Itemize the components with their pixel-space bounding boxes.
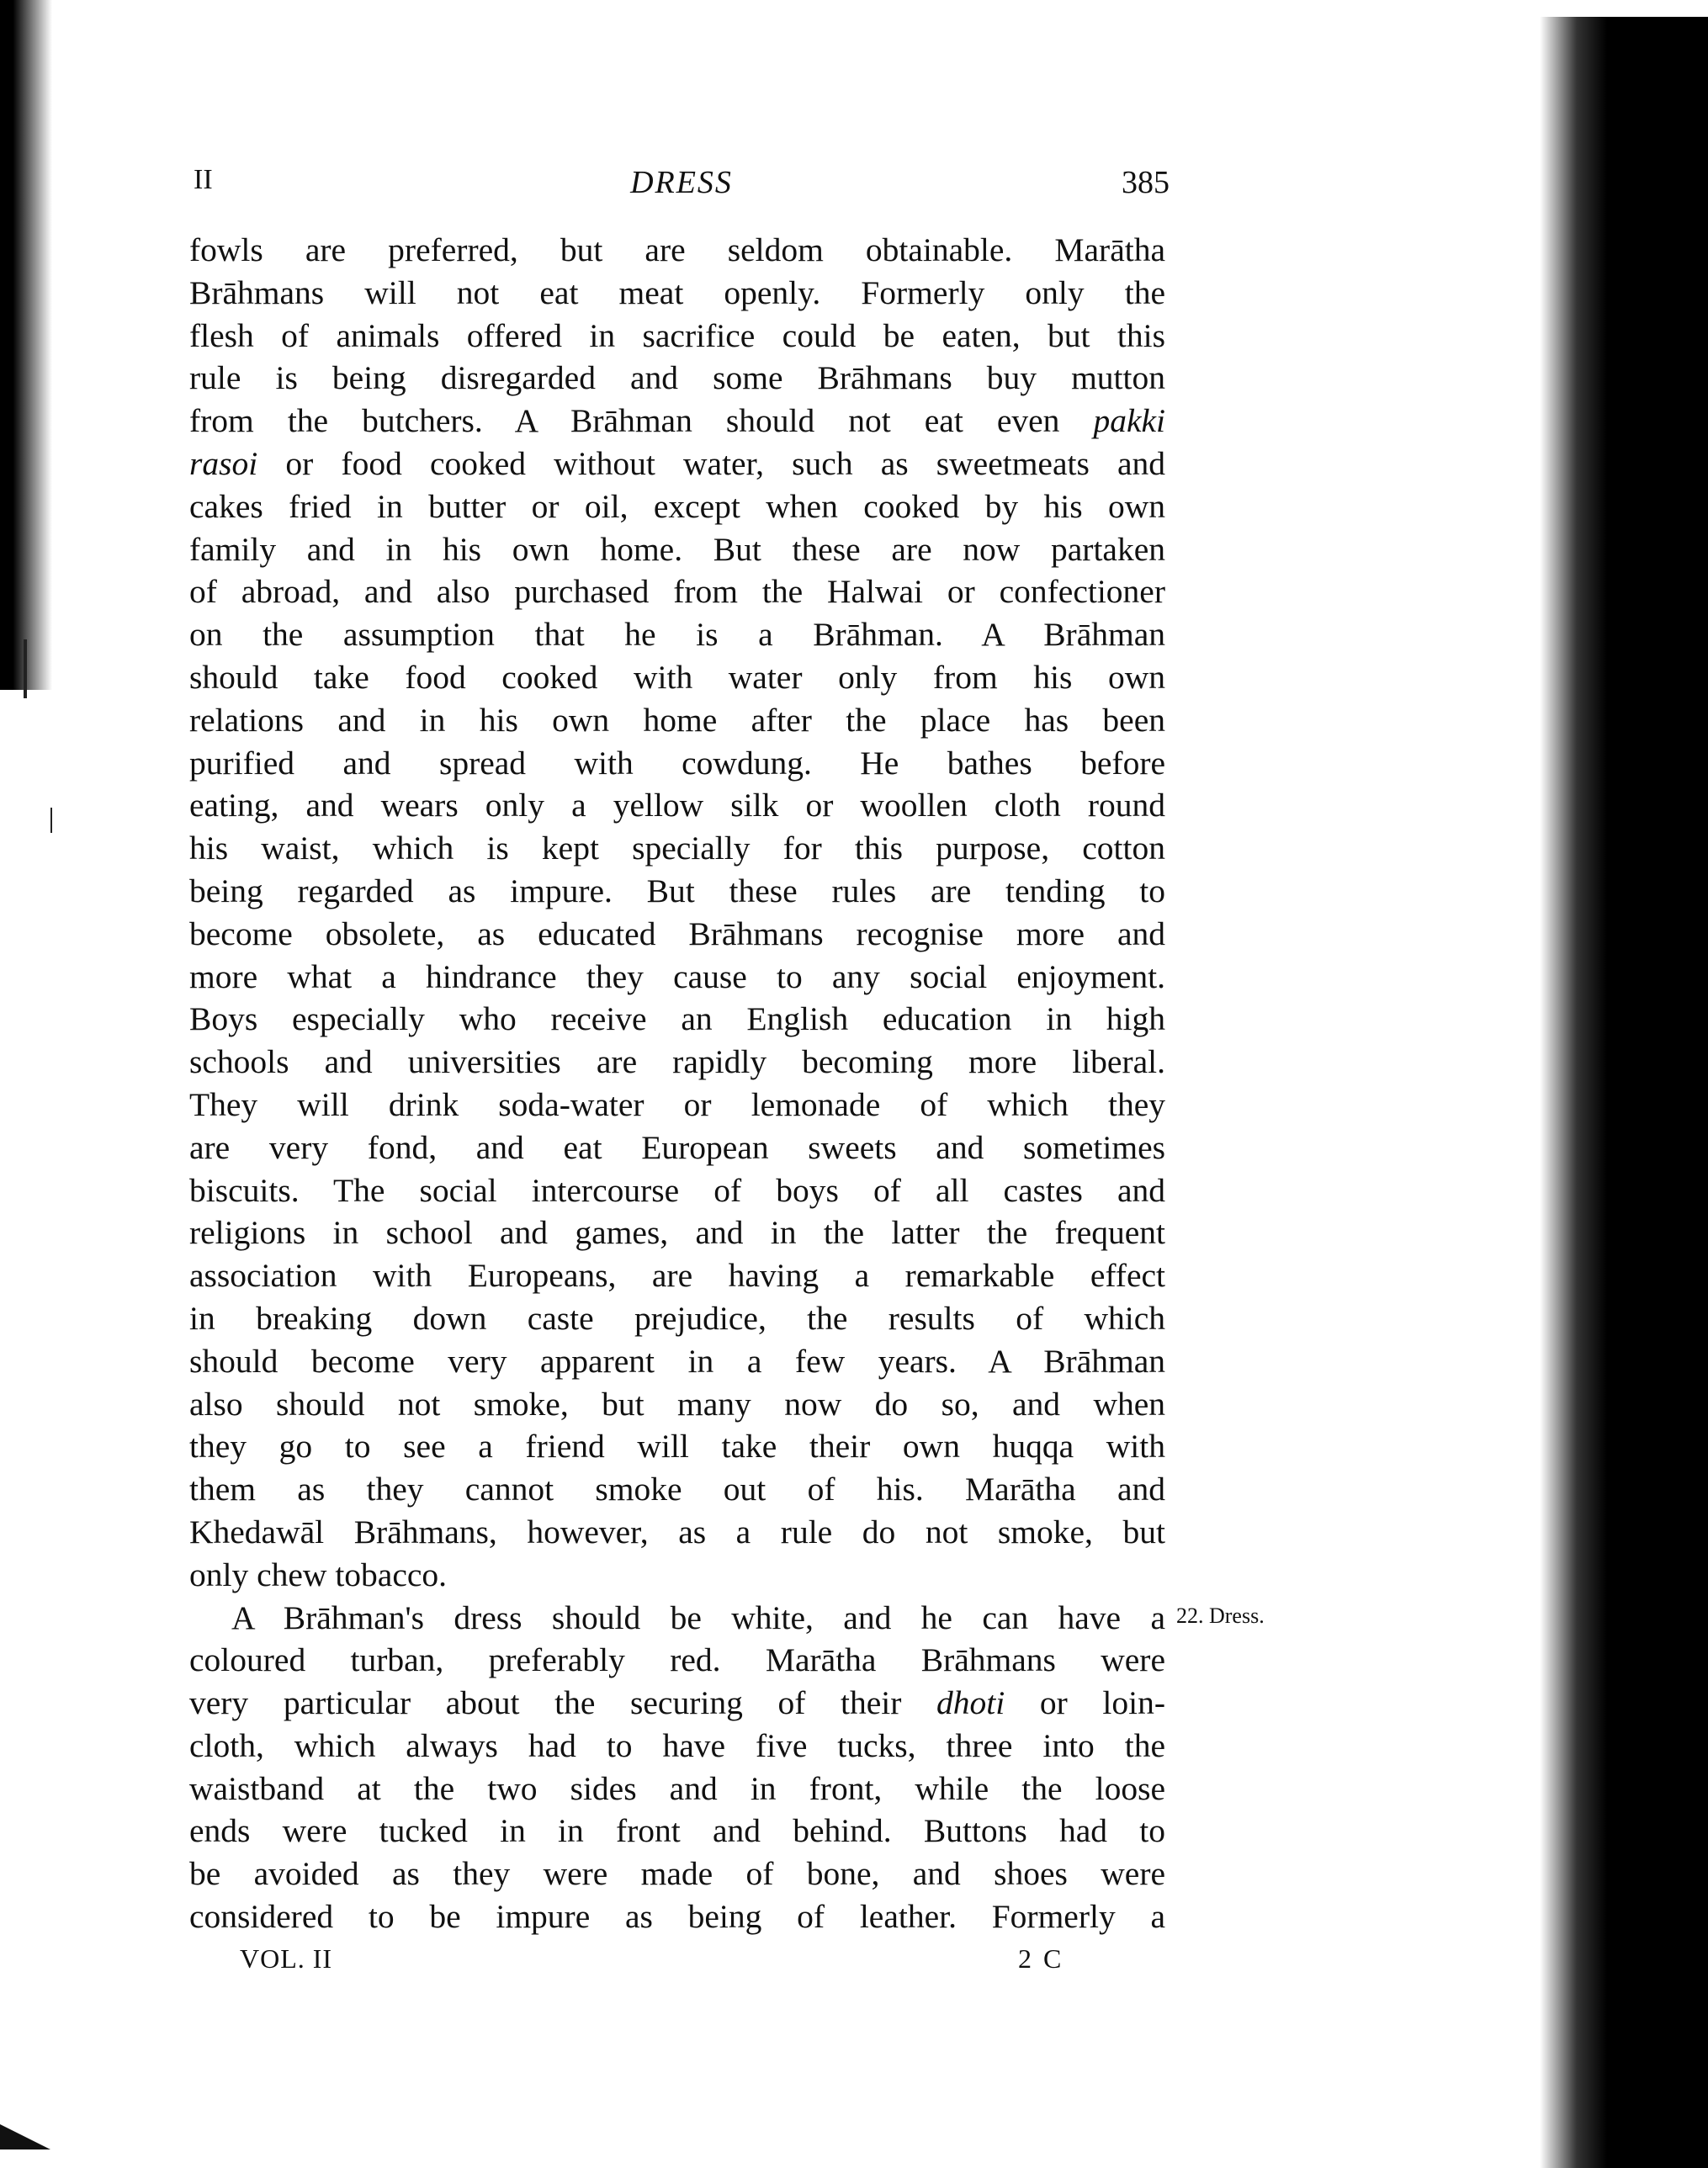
text-line: A Brāhman's dress should be white, and he can have a	[231, 1598, 1165, 1636]
text-line: family and in his own home. But these are now partaken	[189, 530, 1165, 568]
text-line: on the assumption that he is a Brāhman. A Brāhman	[189, 616, 1165, 654]
text-line: purified and spread with cowdung. He bathes before	[189, 744, 1165, 782]
text-line	[189, 1682, 1165, 1725]
running-head	[194, 164, 1170, 215]
chapter-number: II	[194, 164, 213, 195]
signature-mark: 2 C	[1018, 1943, 1064, 1974]
text-line: waistband at the two sides and in front, while the loose	[189, 1769, 1165, 1807]
text-line: fowls are preferred, but are seldom obtainable. Marātha	[189, 231, 1165, 268]
text-line: considered to be impure as being of leather. Formerly a	[189, 1898, 1165, 1936]
scan-corner-mark	[0, 2124, 50, 2149]
text-line: of abroad, and also purchased from the Halwai or confectioner	[189, 573, 1165, 611]
text-segment: from the butchers. A Brāhman should not eat even	[189, 402, 1060, 440]
text-line: are very fond, and eat European sweets and sometimes	[189, 1128, 1165, 1166]
text-line: religions in school and games, and in the latter the frequent	[189, 1214, 1165, 1252]
text-line: be avoided as they were made of bone, and shoes were	[189, 1855, 1165, 1893]
text-line: Khedawāl Brāhmans, however, as a rule do not smoke, but	[189, 1513, 1165, 1550]
text-line: ends were tucked in in front and behind. Buttons had to	[189, 1812, 1165, 1850]
text-line: Brāhmans will not eat meat openly. Formerly only the	[189, 273, 1165, 311]
text-line: only chew tobacco.	[189, 1556, 448, 1593]
text-line: eating, and wears only a yellow silk or woollen cloth round	[189, 787, 1165, 824]
text-line: his waist, which is kept specially for this purpose, cotton	[189, 830, 1165, 867]
text-segment: or loin-	[1039, 1684, 1166, 1722]
scan-edge-left	[0, 0, 52, 690]
margin-note: 22. Dress.	[1176, 1603, 1265, 1628]
text-line: cloth, which always had to have five tucks, three into the	[189, 1726, 1165, 1764]
volume-label: VOL. II	[240, 1943, 333, 1974]
text-line: relations and in his own home after the place has been	[189, 701, 1165, 739]
scan-mark	[50, 808, 52, 833]
text-line: also should not smoke, but many now do so, and when	[189, 1385, 1165, 1423]
text-line: biscuits. The social intercourse of boys of all castes and	[189, 1171, 1165, 1209]
body-text	[189, 229, 1165, 1938]
italic-term: dhoti	[936, 1684, 1005, 1722]
text-line	[189, 443, 1165, 485]
page-footer	[240, 1943, 1081, 1985]
text-line: cakes fried in butter or oil, except when cooked by his own	[189, 487, 1165, 525]
text-line: more what a hindrance they cause to any social enjoyment.	[189, 957, 1165, 995]
text-line: them as they cannot smoke out of his. Marātha and	[189, 1471, 1165, 1508]
text-line: flesh of animals offered in sacrifice could be eaten, but this	[189, 316, 1165, 354]
text-line: association with Europeans, are having a remarkable effect	[189, 1257, 1165, 1295]
text-segment: or food cooked without water, such as sweetmeats and	[285, 444, 1166, 482]
page-number: 385	[1122, 165, 1170, 200]
text-line: should become very apparent in a few years. A Brāhman	[189, 1342, 1165, 1380]
italic-term: rasoi	[189, 444, 258, 482]
scan-mark	[24, 639, 27, 698]
text-line: being regarded as impure. But these rules are tending to	[189, 872, 1165, 909]
scan-edge-right	[1540, 17, 1708, 2168]
text-line: Boys especially who receive an English education in high	[189, 1000, 1165, 1038]
text-segment: very particular about the securing of their	[189, 1684, 902, 1722]
text-line: coloured turban, preferably red. Marātha Brāhmans were	[189, 1641, 1165, 1679]
text-line: in breaking down caste prejudice, the results of which	[189, 1299, 1165, 1337]
text-line	[189, 400, 1165, 443]
text-line: should take food cooked with water only from his own	[189, 658, 1165, 696]
page-title: DRESS	[630, 165, 733, 200]
text-line: become obsolete, as educated Brāhmans recognise more and	[189, 914, 1165, 952]
text-line: schools and universities are rapidly becoming more liberal.	[189, 1043, 1165, 1081]
text-line: rule is being disregarded and some Brāhmans buy mutton	[189, 359, 1165, 397]
text-line: they go to see a friend will take their own huqqa with	[189, 1428, 1165, 1466]
italic-term: pakki	[1093, 402, 1166, 440]
text-line: They will drink soda-water or lemonade of which they	[189, 1085, 1165, 1123]
